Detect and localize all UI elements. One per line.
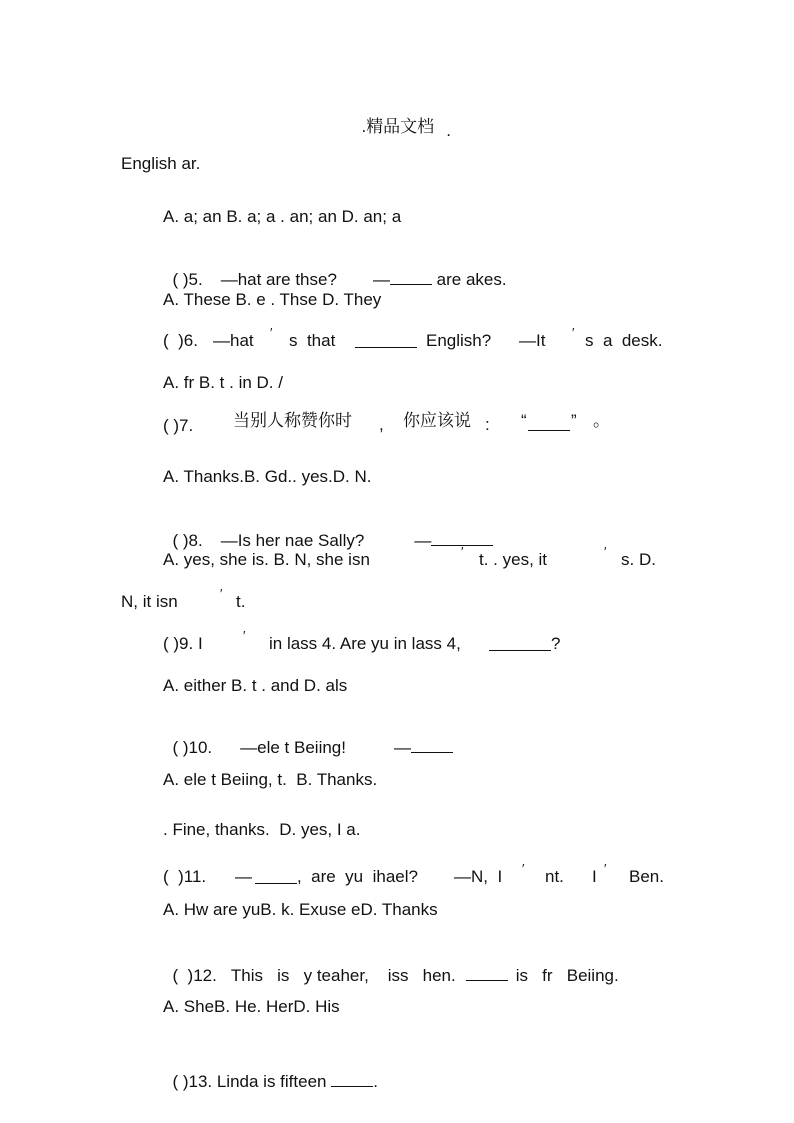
answer-text: —N, I: [454, 867, 503, 886]
apostrophe: ′: [270, 325, 273, 340]
apostrophe: ′: [604, 861, 607, 876]
question-number: ( )11.: [163, 867, 207, 886]
question-text: in lass 4. Are yu in lass 4,: [269, 634, 461, 653]
answer-text: I: [592, 867, 597, 886]
question-text: 当别人称赞你时: [233, 411, 352, 430]
apostrophe: ′: [572, 325, 575, 340]
options-line: A. fr B. t . in D. /: [163, 373, 283, 392]
punctuation: 。: [593, 411, 610, 430]
header-dot-right: .: [446, 121, 451, 140]
answer-blank[interactable]: [466, 964, 508, 981]
answer-dash: —: [393, 738, 411, 757]
option-text: t.: [236, 592, 246, 611]
quote-close: ”: [571, 411, 577, 430]
question-number: ( )6.: [163, 331, 198, 350]
question-number: ( )8.: [172, 531, 203, 550]
apostrophe: ′: [461, 544, 464, 559]
apostrophe: ′: [604, 544, 607, 559]
answer-dash: —: [414, 531, 432, 550]
question-5: [163, 248, 507, 290]
options-line: A. SheB. He. HerD. His: [163, 997, 340, 1016]
options-line: [163, 544, 667, 572]
answer-text: Ben.: [629, 867, 664, 886]
answer-blank[interactable]: [331, 1070, 373, 1087]
quote-open: “: [521, 411, 527, 430]
question-text: —ele t Beiing!: [240, 738, 346, 757]
option-text: s. D.: [621, 550, 656, 569]
question-text: are akes.: [431, 270, 507, 289]
question-9: [163, 628, 583, 656]
question-number: ( )9. I: [163, 634, 203, 653]
question-text: s that: [289, 331, 336, 350]
punctuation: ?: [551, 634, 561, 653]
options-line: A. ele t Beiing, t. B. Thanks.: [163, 770, 378, 789]
answer-blank[interactable]: [528, 414, 570, 431]
question-number: ( )10.: [172, 738, 213, 757]
answer-dash: —: [372, 270, 390, 289]
question-12: [163, 944, 619, 986]
options-line: . Fine, thanks. D. yes, I a.: [163, 820, 361, 839]
answer-blank[interactable]: [489, 634, 551, 651]
question-text: 你应该说: [403, 411, 471, 430]
answer-blank[interactable]: [411, 736, 453, 753]
answer-text: —It: [519, 331, 546, 350]
punctuation: :: [485, 415, 490, 434]
punctuation: ,: [379, 415, 384, 434]
options-line: A. Thanks.B. Gd.. yes.D. N.: [163, 467, 372, 486]
answer-blank[interactable]: [255, 867, 297, 884]
answer-text: nt.: [545, 867, 564, 886]
page-header: [352, 97, 451, 140]
options-line-cont: [121, 586, 321, 614]
question-text: —hat are thse?: [220, 270, 337, 289]
apostrophe: ′: [243, 628, 246, 643]
question-text: ( )13. Linda is fifteen: [172, 1072, 327, 1091]
option-text: t. . yes, it: [479, 550, 548, 569]
question-text: , are yu ihael?: [297, 867, 418, 886]
options-line: A. Hw are yuB. k. Exuse eD. Thanks: [163, 900, 438, 919]
question-number: ( )7.: [163, 416, 194, 435]
text-line: English ar.: [121, 154, 201, 173]
question-11: [163, 861, 667, 889]
answer-dash: —: [235, 867, 252, 886]
header-dot-left: .: [361, 117, 367, 136]
question-text: —Is her nae Sally?: [220, 531, 365, 550]
question-10: [163, 716, 453, 758]
apostrophe: ′: [522, 861, 525, 876]
question-text: English?: [426, 331, 492, 350]
question-6: [163, 325, 667, 353]
question-text: —hat: [213, 331, 254, 350]
question-text: This is y teaher, iss hen.: [230, 966, 456, 985]
question-text: is fr Beiing.: [515, 966, 619, 985]
question-number: ( )5.: [172, 270, 203, 289]
punctuation: .: [373, 1072, 378, 1091]
options-line: A. a; an B. a; a . an; an D. an; a: [163, 207, 402, 226]
option-text: A. yes, she is. B. N, she isn: [163, 550, 370, 569]
question-number: ( )12.: [172, 966, 217, 985]
question-7: [163, 411, 623, 437]
header-title: 精品文档: [366, 117, 435, 136]
apostrophe: ′: [220, 586, 223, 601]
question-13: [163, 1050, 378, 1092]
answer-text: s a desk.: [585, 331, 663, 350]
answer-blank[interactable]: [390, 268, 432, 285]
answer-blank[interactable]: [355, 331, 417, 348]
options-line: A. either B. t . and D. als: [163, 676, 348, 695]
option-text: N, it isn: [121, 592, 178, 611]
question-8: [163, 509, 493, 551]
options-line: A. These B. e . Thse D. They: [163, 290, 382, 309]
